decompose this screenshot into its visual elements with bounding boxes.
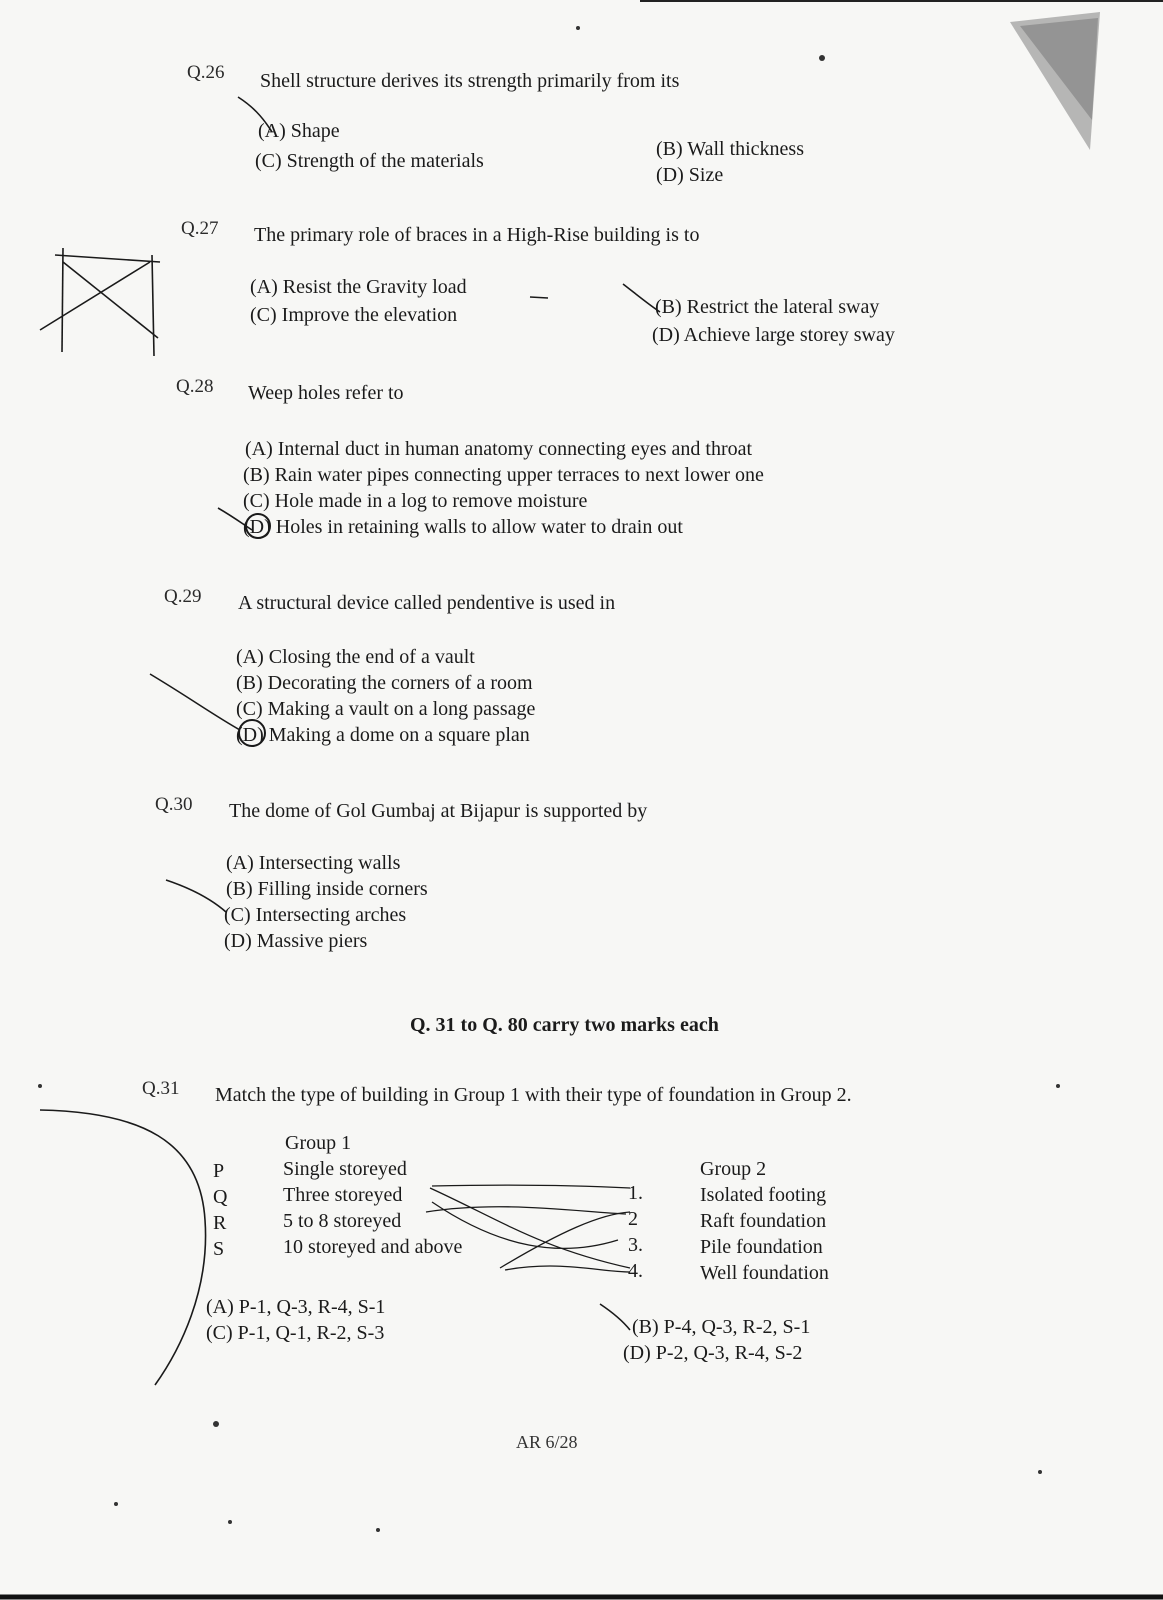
- group2-key: 3.: [628, 1234, 643, 1256]
- option-c[interactable]: (C) Hole made in a log to remove moisture: [243, 490, 588, 512]
- option-d[interactable]: (D) P-2, Q-3, R-4, S-2: [623, 1342, 803, 1364]
- tick-mark-q31: [600, 1304, 630, 1330]
- speck: [228, 1520, 232, 1524]
- group2-item: Isolated footing: [700, 1184, 827, 1206]
- page-footer: AR 6/28: [516, 1432, 578, 1452]
- group1-key: S: [213, 1238, 225, 1260]
- dash-mark: [530, 297, 548, 298]
- question-text: Match the type of building in Group 1 with their type of foundation in Group 2.: [215, 1084, 852, 1106]
- question-number: Q.29: [164, 586, 202, 607]
- speck: [1056, 1084, 1060, 1088]
- option-b[interactable]: (B) Filling inside corners: [226, 878, 428, 900]
- speck: [114, 1502, 118, 1506]
- group2-item: Pile foundation: [700, 1236, 823, 1258]
- speck: [213, 1421, 219, 1427]
- option-a[interactable]: (A) Shape: [258, 120, 340, 142]
- option-a[interactable]: (A) P-1, Q-3, R-4, S-1: [206, 1296, 386, 1318]
- option-d[interactable]: (D) Holes in retaining walls to allow water to drain out: [243, 516, 683, 538]
- option-d[interactable]: (D) Achieve large storey sway: [652, 324, 895, 346]
- group2-item: Raft foundation: [700, 1210, 827, 1232]
- group1-title: Group 1: [285, 1132, 352, 1154]
- option-d[interactable]: (D) Size: [656, 164, 724, 186]
- group2-item: Well foundation: [700, 1262, 829, 1284]
- speck: [376, 1528, 380, 1532]
- speck: [576, 26, 580, 30]
- scan-corner-shadow-inner: [1020, 18, 1098, 120]
- option-b[interactable]: (B) Wall thickness: [656, 138, 804, 160]
- option-c[interactable]: (C) Improve the elevation: [250, 304, 458, 326]
- option-c[interactable]: (C) Making a vault on a long passage: [236, 698, 536, 720]
- option-b[interactable]: (B) Decorating the corners of a room: [236, 672, 533, 694]
- option-d[interactable]: (D) Massive piers: [224, 930, 368, 952]
- question-number: Q.26: [187, 62, 225, 83]
- option-a[interactable]: (A) Resist the Gravity load: [250, 276, 467, 298]
- question-number: Q.30: [155, 794, 193, 815]
- question-number: Q.27: [181, 218, 219, 239]
- group1-key: Q: [213, 1186, 228, 1208]
- arc-mark-q31: [40, 1110, 206, 1385]
- option-b[interactable]: (B) P-4, Q-3, R-2, S-1: [632, 1316, 811, 1338]
- question-text: Weep holes refer to: [248, 382, 404, 404]
- group1-key: P: [213, 1160, 225, 1182]
- group2-title: Group 2: [700, 1158, 767, 1180]
- question-text: A structural device called pendentive is used in: [238, 592, 616, 614]
- group1-item: Single storeyed: [283, 1158, 407, 1180]
- question-text: Shell structure derives its strength primarily from its: [260, 70, 680, 92]
- group1-key: R: [213, 1212, 227, 1234]
- option-d[interactable]: (D) Making a dome on a square plan: [236, 724, 530, 746]
- group1-item: Three storeyed: [283, 1184, 403, 1206]
- speck: [819, 55, 825, 61]
- question-number: Q.28: [176, 376, 214, 397]
- scan-corner-shadow: [1010, 12, 1100, 150]
- option-a[interactable]: (A) Internal duct in human anatomy connecting eyes and throat: [245, 438, 753, 460]
- option-b[interactable]: (B) Rain water pipes connecting upper terraces to next lower one: [243, 464, 764, 486]
- bracing-sketch: [40, 248, 160, 356]
- tick-mark-q30: [166, 880, 226, 912]
- group2-key: 2: [628, 1208, 638, 1230]
- group1-item: 5 to 8 storeyed: [283, 1210, 402, 1232]
- option-c[interactable]: (C) Strength of the materials: [255, 150, 484, 172]
- option-c[interactable]: (C) Intersecting arches: [224, 904, 407, 926]
- speck: [38, 1084, 42, 1088]
- option-b[interactable]: (B) Restrict the lateral sway: [655, 296, 880, 318]
- tick-mark-q29: [150, 674, 240, 730]
- question-number: Q.31: [142, 1078, 180, 1099]
- group2-key: 1.: [628, 1182, 643, 1204]
- option-a[interactable]: (A) Intersecting walls: [226, 852, 401, 874]
- question-text: The primary role of braces in a High-Rise building is to: [254, 224, 700, 246]
- speck: [1038, 1470, 1042, 1474]
- question-text: The dome of Gol Gumbaj at Bijapur is supported by: [229, 800, 648, 822]
- group1-item: 10 storeyed and above: [283, 1236, 463, 1258]
- option-a[interactable]: (A) Closing the end of a vault: [236, 646, 475, 668]
- group2-key: 4.: [628, 1260, 643, 1282]
- option-c[interactable]: (C) P-1, Q-1, R-2, S-3: [206, 1322, 385, 1344]
- section-heading: Q. 31 to Q. 80 carry two marks each: [410, 1014, 719, 1036]
